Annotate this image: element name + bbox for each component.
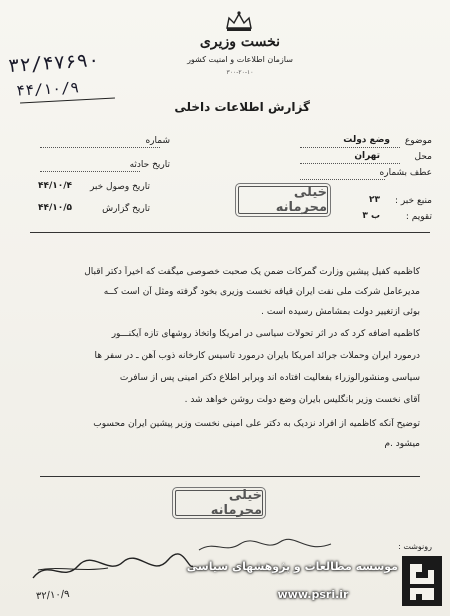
field-subject-value: وضع دولت [343,135,390,145]
field-source-value: ۲۳ [369,195,380,205]
signature-code: ۳۲/۱۰/۹ [35,588,70,603]
field-number-label: شماره [145,136,170,146]
divider-bottom [40,476,420,477]
psri-logo-icon [402,556,442,606]
body-line-1: کاظمیه کفیل پیشین وزارت گمرکات ضمن یک صحبت خصوصی میگفت که اخیراً دکتر اقبال [84,267,420,277]
recipients-label: رونوشت : [398,542,432,551]
crown-emblem-icon [222,10,256,34]
header-reference: ۳۰۰-۲۰-۱۰ [226,69,254,76]
field-reference-line [300,179,385,180]
divider-top [30,232,430,233]
body-line-5: درمورد ایران وحملات جرائد امریکا بایران درمورد تاسیس کارخانه ذوب آهن ـ در سفر ها [94,351,420,361]
classification-stamp-top: خیلی محرمانه [238,186,328,214]
field-incident-date-label: تاریخ حادثه [129,160,170,170]
field-subject-label: موضوع [404,136,432,146]
field-source-label: منبع خبر : [394,196,432,206]
body-line-6: سیاسی ومنشورالوزراء بفعالیت افتاده اند وبرابر اطلاع دکتر امینی پس از سافرت [119,373,420,383]
field-received-date-label: تاریخ وصول خبر [89,182,150,192]
field-received-date-value: ۴۴/۱۰/۴ [38,181,73,191]
body-line-8: توضیح آنکه کاظمیه از افراد نزدیک به دکتر علی امینی نخست وزیر پیشین ایران محسوب [93,419,420,429]
body-line-4: کاظمیه اضافه کرد که در اثر تحولات سیاسی در امریکا واتخاذ روشهای تازه آیکنـــور [111,329,420,339]
body-line-9: میشود .م [384,439,420,449]
watermark-url: www.psri.ir [277,588,349,601]
field-report-date-label: تاریخ گزارش [102,204,150,214]
field-incident-date-line [40,171,140,172]
classification-stamp-bottom: خیلی محرمانه [175,490,263,516]
report-title: گزارش اطلاعات داخلی [174,100,310,114]
header-organization: نخست وزیری [199,34,281,50]
field-place-label: محل [414,152,432,162]
handwritten-number: ۳۲/۴۷۶۹۰ [7,48,101,78]
body-line-2: مدیرعامل شرکت ملی نفت ایران قیافه نخست وزیری بخود گرفته ومثل آن است کــه [103,287,420,297]
field-reference-label: عطف بشماره [379,168,432,178]
field-number-line [40,147,160,148]
field-calendar-value: ب ۳ [362,211,380,221]
header-subtitle: سازمان اطلاعات و امنیت کشور [187,55,293,64]
watermark-org-line: موسسه مطالعات و پژوهشهای سیاسی [186,560,398,573]
handwritten-date: ۴۴/۱۰/۹ [15,78,80,100]
field-place-value: تهران [354,151,380,161]
body-line-7: آقای نخست وزیر بانگلیس بایران وضع دولت روشن خواهد شد . [184,395,420,405]
field-place-line [300,163,400,164]
field-report-date-value: ۴۴/۱۰/۵ [38,203,73,213]
body-line-3: بوئی ازتغییر دولت بمشامش رسیده است . [261,307,420,317]
footer-handwriting-icon [195,536,335,558]
signature-scribble-icon [28,548,198,588]
field-calendar-label: تقویم : [405,212,432,222]
field-subject-line [300,147,400,148]
